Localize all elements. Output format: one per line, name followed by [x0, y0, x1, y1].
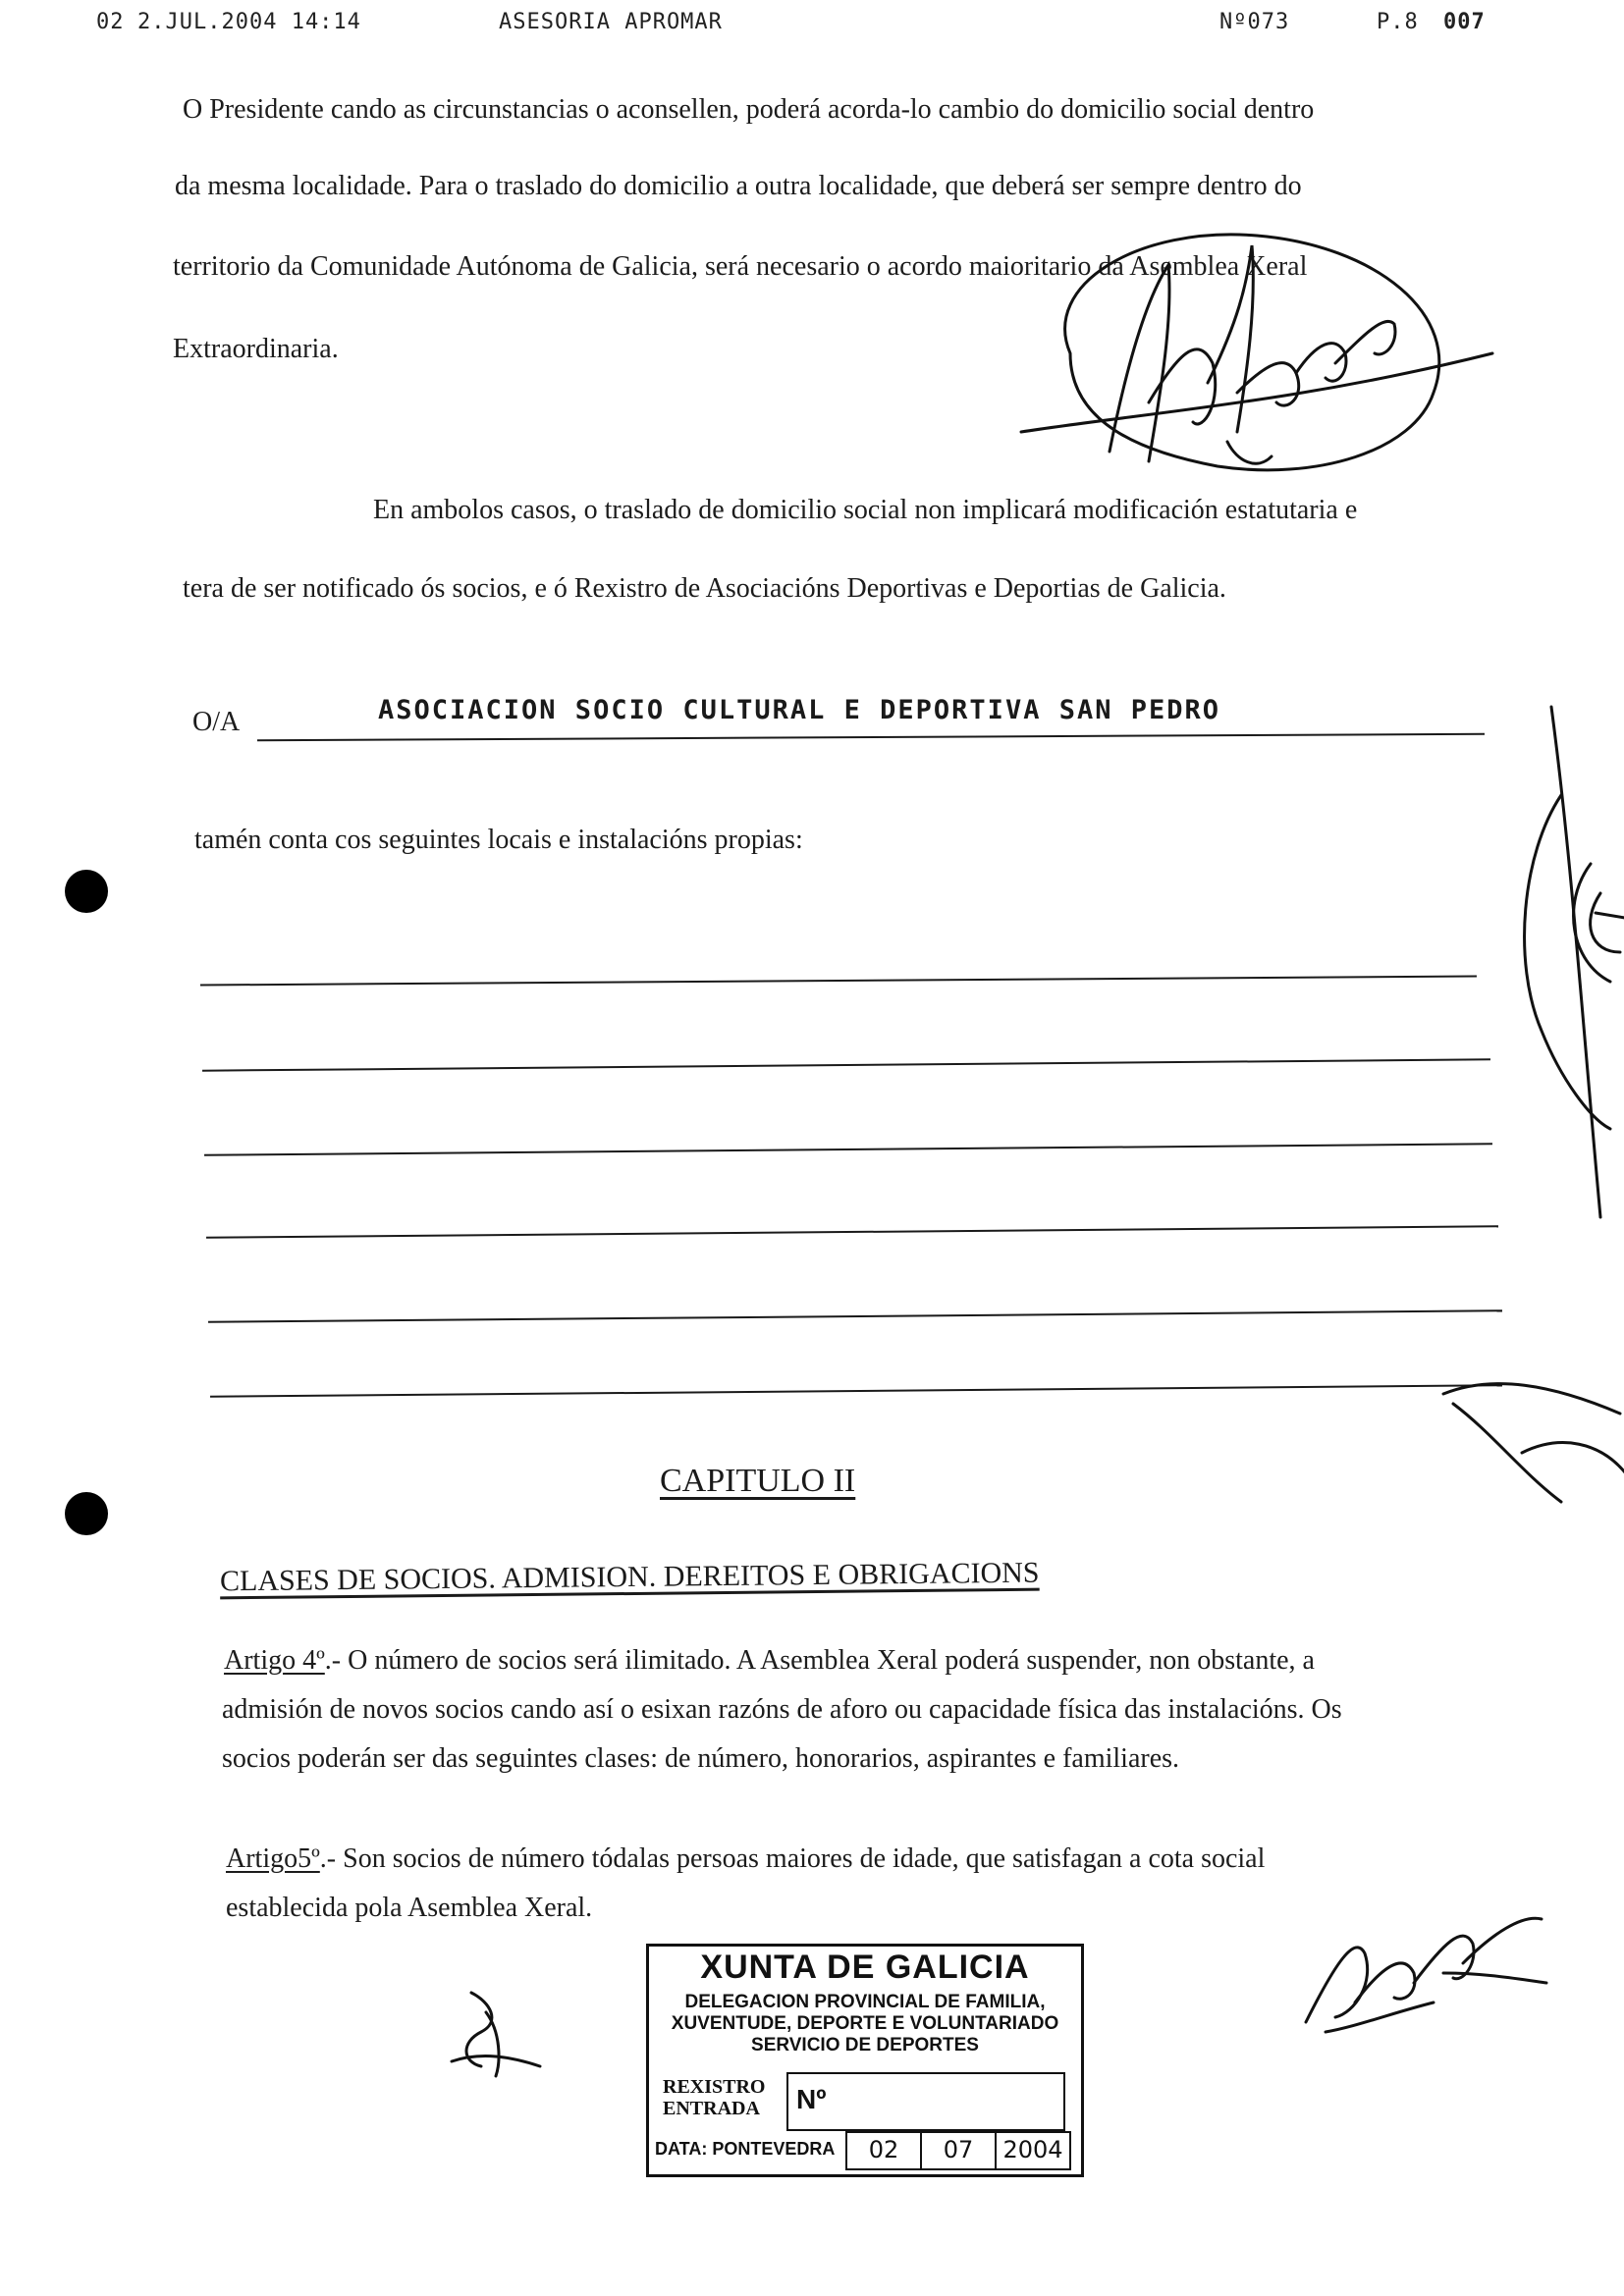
stamp-date-year: 2004 [1002, 2136, 1063, 2163]
margin-scribble-icon [1434, 1374, 1624, 1551]
secretary-signature-icon [1296, 1904, 1551, 2042]
fax-number: Nº073 [1219, 10, 1290, 34]
text-line: En ambolos casos, o traslado de domicilio social non implicará modificación estatutaria e [373, 495, 1358, 525]
facility-blank-line [206, 1225, 1498, 1238]
chapter-title: CAPITULO II [660, 1463, 856, 1499]
facility-blank-line [200, 975, 1477, 986]
text-line: territorio da Comunidade Autónoma de Galicia, será necesario o acordo maioritario da Asemblea Xeral [173, 251, 1308, 282]
text-line: admisión de novos socios cando así o esixan razóns de aforo ou capacidade física das instalacións. Os [222, 1694, 1342, 1725]
punch-hole [65, 870, 108, 913]
article-5-label: Artigo5º [226, 1843, 320, 1874]
association-name: ASOCIACION SOCIO CULTURAL E DEPORTIVA SAN PEDRO [378, 695, 1221, 725]
facility-blank-line [210, 1384, 1502, 1397]
text-line: Extraordinaria. [173, 334, 339, 364]
margin-signature-icon [1502, 707, 1624, 1217]
stamp-line: DELEGACION PROVINCIAL DE FAMILIA, [684, 1992, 1046, 2012]
stamp-title: XUNTA DE GALICIA [700, 1949, 1030, 1986]
punch-hole [65, 1492, 108, 1535]
association-prefix: O/A [192, 707, 241, 737]
stamp-registry [663, 2076, 765, 2119]
text-line: socios poderán ser das seguintes clases: de número, honorarios, aspirantes e familiares. [222, 1743, 1180, 1774]
facility-blank-line [202, 1058, 1490, 1071]
stamp-date-day: 02 [847, 2133, 922, 2168]
stamp-date-month: 07 [922, 2133, 997, 2168]
text-line: .- O número de socios será ilimitado. A Asemblea Xeral poderá suspender, non obstante, a [324, 1645, 1315, 1676]
fax-sender: ASESORIA APROMAR [499, 10, 723, 34]
stamp-registry-line: ENTRADA [663, 2098, 760, 2119]
stamp-number-box [786, 2072, 1065, 2131]
text-line: establecida pola Asemblea Xeral. [226, 1893, 593, 1923]
initials-signature-icon [442, 1983, 550, 2081]
stamp-date-box [845, 2131, 1071, 2170]
facility-blank-line [208, 1309, 1502, 1323]
stamp-line: SERVICIO DE DEPORTES [751, 2035, 979, 2056]
president-signature-icon [1001, 206, 1512, 491]
facility-blank-line [204, 1143, 1492, 1155]
text-line: .- Son socios de número tódalas persoas maiores de idade, que satisfagan a cota social [319, 1843, 1266, 1874]
fax-page-code: 02 [96, 10, 125, 34]
text-line: tera de ser notificado ós socios, e ó Rexistro de Asociacións Deportivas e Deportias de Galicia. [183, 573, 1226, 604]
facilities-intro: tamén conta cos seguintes locais e instalacións propias: [194, 825, 803, 855]
stamp-date-label: DATA: PONTEVEDRA [655, 2139, 836, 2159]
registry-stamp [646, 1944, 1084, 2177]
article-4-label: Artigo 4º [224, 1645, 325, 1676]
chapter-subtitle: CLASES DE SOCIOS. ADMISION. DEREITOS E OBRIGACIONS [219, 1556, 1040, 1598]
stamp-department [655, 1992, 1075, 2056]
fax-page: P.8 [1377, 10, 1419, 34]
text-line: da mesma localidade. Para o traslado do domicilio a outra localidade, que deberá ser sempre dentro do [175, 171, 1302, 201]
fax-datetime: 2.JUL.2004 14:14 [137, 10, 361, 34]
stamp-line: XUVENTUDE, DEPORTE E VOLUNTARIADO [671, 2013, 1059, 2034]
stamp-number-label: Nº [796, 2084, 827, 2114]
text-line: O Presidente cando as circunstancias o aconsellen, poderá acorda-lo cambio do domicilio social dentro [183, 94, 1315, 125]
fax-page-total: 007 [1443, 10, 1486, 34]
stamp-registry-line: REXISTRO [663, 2076, 766, 2098]
